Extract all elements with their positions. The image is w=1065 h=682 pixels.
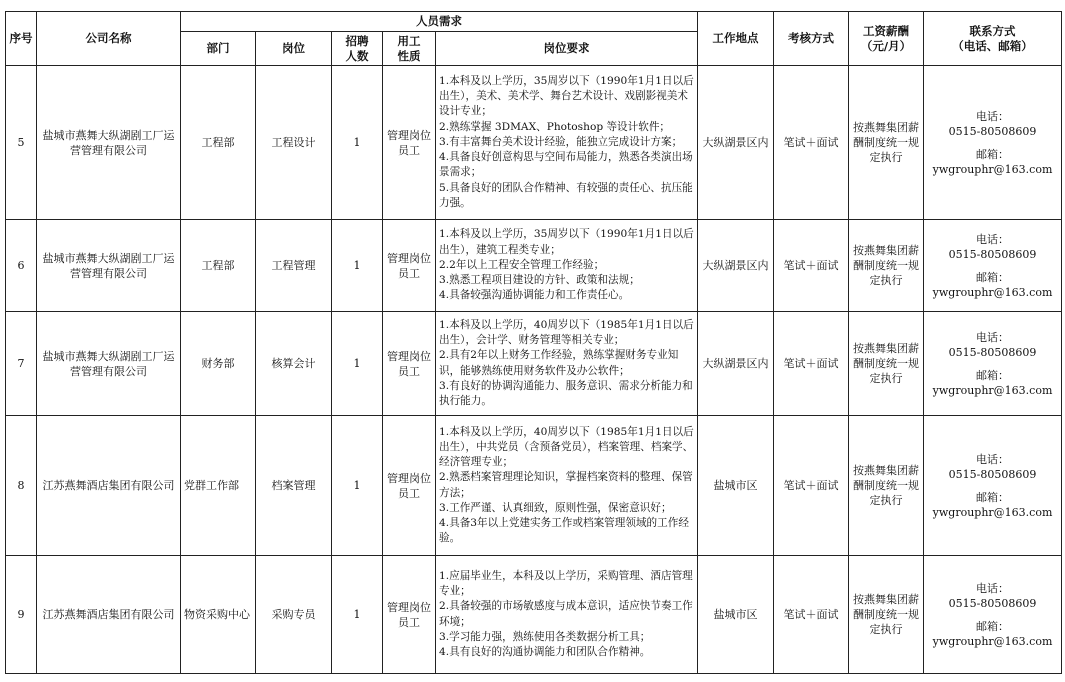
row-type: 管理岗位员工 [383, 556, 436, 674]
header-dept: 部门 [181, 32, 256, 66]
row-location: 盐城市区 [698, 556, 774, 674]
row-exam: 笔试＋面试 [774, 220, 849, 312]
row-exam: 笔试＋面试 [774, 556, 849, 674]
gap [927, 360, 1058, 368]
row-salary: 按燕舞集团薪酬制度统一规定执行 [849, 416, 924, 556]
row-company: 盐城市燕舞大纵湖剧工厂运营管理有限公司 [37, 220, 181, 312]
row-dept: 工程部 [181, 66, 256, 220]
contact-email-label: 邮箱： [976, 368, 1010, 382]
row-location: 盐城市区 [698, 416, 774, 556]
header-type-line1: 用工 [397, 33, 421, 48]
header-count [332, 32, 383, 66]
contact-phone-label: 电话： [976, 330, 1010, 344]
row-requirements [436, 416, 698, 556]
contact-email-label: 邮箱： [976, 619, 1010, 633]
row-seq: 7 [6, 312, 37, 416]
table-row [6, 416, 1062, 556]
row-location: 大纵湖景区内 [698, 312, 774, 416]
header-salary-line2: （元/月） [860, 38, 912, 53]
header-position: 岗位 [256, 32, 332, 66]
row-type: 管理岗位员工 [383, 416, 436, 556]
header-type-line2: 性质 [397, 48, 421, 63]
requirement-line: 2.2年以上工程安全管理工作经验； [439, 258, 605, 271]
contact-email: ywgrouphr@163.com [932, 634, 1053, 648]
contact-email: ywgrouphr@163.com [932, 162, 1053, 176]
row-salary: 按燕舞集团薪酬制度统一规定执行 [849, 312, 924, 416]
row-salary: 按燕舞集团薪酬制度统一规定执行 [849, 556, 924, 674]
gap [927, 262, 1058, 270]
row-exam: 笔试＋面试 [774, 66, 849, 220]
header-seq: 序号 [6, 12, 37, 66]
row-count: 1 [332, 556, 383, 674]
gap [927, 139, 1058, 147]
header-contact-line1: 联系方式 [969, 23, 1016, 38]
header-location: 工作地点 [698, 12, 774, 66]
row-requirements [436, 220, 698, 312]
table-row [6, 220, 1062, 312]
row-location: 大纵湖景区内 [698, 220, 774, 312]
requirement-line: 3.熟悉工程项目建设的方针、政策和法规； [439, 274, 640, 287]
header-count-line2: 人数 [345, 48, 369, 63]
contact-phone-label: 电话： [976, 232, 1010, 246]
row-type: 管理岗位员工 [383, 220, 436, 312]
requirement-line: 1.应届毕业生，本科及以上学历，采购管理、酒店管理专业； [439, 569, 693, 598]
contact-phone: 0515-80508609 [948, 247, 1037, 261]
header-contact [924, 12, 1062, 66]
row-type: 管理岗位员工 [383, 66, 436, 220]
header-salary-line1: 工资薪酬 [863, 23, 910, 38]
row-salary: 按燕舞集团薪酬制度统一规定执行 [849, 66, 924, 220]
row-dept: 财务部 [181, 312, 256, 416]
row-type: 管理岗位员工 [383, 312, 436, 416]
requirement-line: 1.本科及以上学历，40周岁以下（1985年1月1日以后出生），中共党员（含预备党员），档案管理、档案学、经济管理专业； [439, 425, 694, 469]
contact-phone: 0515-80508609 [948, 345, 1037, 359]
requirement-line: 1.本科及以上学历，35周岁以下（1990年1月1日以后出生），建筑工程类专业； [439, 228, 694, 256]
contact-phone: 0515-80508609 [948, 596, 1037, 610]
row-count: 1 [332, 416, 383, 556]
row-count: 1 [332, 312, 383, 416]
row-location: 大纵湖景区内 [698, 66, 774, 220]
row-position: 核算会计 [256, 312, 332, 416]
table-row [6, 312, 1062, 416]
requirement-line: 2.熟练掌握 3DMAX、Photoshop 等设计软件； [439, 120, 671, 133]
requirement-line: 3.学习能力强，熟练使用各类数据分析工具； [439, 630, 651, 643]
gap [927, 611, 1058, 619]
table-row [6, 556, 1062, 674]
contact-phone: 0515-80508609 [948, 124, 1037, 138]
row-contact [924, 66, 1062, 220]
contact-email: ywgrouphr@163.com [932, 505, 1053, 519]
requirement-line: 2.熟悉档案管理理论知识，掌握档案资料的整理、保管方法； [439, 471, 693, 499]
requirement-line: 5.具备良好的团队合作精神、有较强的责任心、抗压能力强。 [439, 181, 693, 209]
row-salary: 按燕舞集团薪酬制度统一规定执行 [849, 220, 924, 312]
row-position: 工程设计 [256, 66, 332, 220]
contact-phone-label: 电话： [976, 452, 1010, 466]
contact-phone: 0515-80508609 [948, 467, 1037, 481]
contact-email: ywgrouphr@163.com [932, 383, 1053, 397]
requirement-line: 2.具有2年以上财务工作经验，熟练掌握财务专业知识，能够熟练使用财务软件及办公软件； [439, 349, 679, 377]
requirement-line: 1.本科及以上学历，40周岁以下（1985年1月1日以后出生），会计学、财务管理等相关专业； [439, 318, 694, 347]
row-contact [924, 556, 1062, 674]
header-group: 人员需求 [181, 12, 698, 32]
row-count: 1 [332, 220, 383, 312]
requirement-line: 1.本科及以上学历，35周岁以下（1990年1月1日以后出生），美术、美术学、舞台艺术设计、戏剧影视美术设计专业； [439, 75, 694, 118]
gap [927, 482, 1058, 490]
contact-email-label: 邮箱： [976, 490, 1010, 504]
requirement-line: 3.有丰富舞台美术设计经验，能独立完成设计方案； [439, 135, 683, 148]
row-seq: 8 [6, 416, 37, 556]
row-dept: 党群工作部 [181, 416, 256, 556]
header-salary [849, 12, 924, 66]
header-contact-line2: （电话、邮箱） [952, 38, 1033, 53]
requirement-line: 4.具有良好的沟通协调能力和团队合作精神。 [439, 645, 651, 658]
row-contact [924, 312, 1062, 416]
row-position: 档案管理 [256, 416, 332, 556]
requirement-line: 3.工作严谨、认真细致，原则性强，保密意识好； [439, 501, 672, 514]
row-contact [924, 220, 1062, 312]
contact-phone-label: 电话： [976, 109, 1010, 123]
row-dept: 工程部 [181, 220, 256, 312]
contact-email-label: 邮箱： [976, 147, 1010, 161]
requirement-line: 4.具备3年以上党建实务工作或档案管理领域的工作经验。 [439, 516, 689, 545]
row-count: 1 [332, 66, 383, 220]
table-body [6, 66, 1062, 674]
row-company: 盐城市燕舞大纵湖剧工厂运营管理有限公司 [37, 66, 181, 220]
row-company: 盐城市燕舞大纵湖剧工厂运营管理有限公司 [37, 312, 181, 416]
row-seq: 9 [6, 556, 37, 674]
row-dept: 物资采购中心 [181, 556, 256, 674]
requirement-line: 3.有良好的协调沟通能力、服务意识、需求分析能力和执行能力。 [439, 379, 693, 407]
requirement-line: 4.具备良好创意构思与空间布局能力，熟悉各类演出场景需求； [439, 151, 693, 179]
row-exam: 笔试＋面试 [774, 312, 849, 416]
row-requirements [436, 312, 698, 416]
row-position: 工程管理 [256, 220, 332, 312]
row-exam: 笔试＋面试 [774, 416, 849, 556]
row-seq: 5 [6, 66, 37, 220]
header-req: 岗位要求 [436, 32, 698, 66]
row-seq: 6 [6, 220, 37, 312]
row-requirements [436, 556, 698, 674]
requirement-line: 2.具备较强的市场敏感度与成本意识，适应快节奏工作环境； [439, 600, 693, 628]
recruitment-table [5, 11, 1062, 674]
row-company: 江苏燕舞酒店集团有限公司 [37, 416, 181, 556]
header-company: 公司名称 [37, 12, 181, 66]
header-type [383, 32, 436, 66]
contact-email: ywgrouphr@163.com [932, 285, 1053, 299]
row-position: 采购专员 [256, 556, 332, 674]
row-requirements [436, 66, 698, 220]
header-count-line1: 招聘 [345, 33, 369, 48]
contact-phone-label: 电话： [976, 581, 1010, 595]
row-contact [924, 416, 1062, 556]
table-row [6, 66, 1062, 220]
contact-email-label: 邮箱： [976, 270, 1010, 284]
header-exam: 考核方式 [774, 12, 849, 66]
requirement-line: 4.具备较强沟通协调能力和工作责任心。 [439, 289, 630, 302]
row-company: 江苏燕舞酒店集团有限公司 [37, 556, 181, 674]
